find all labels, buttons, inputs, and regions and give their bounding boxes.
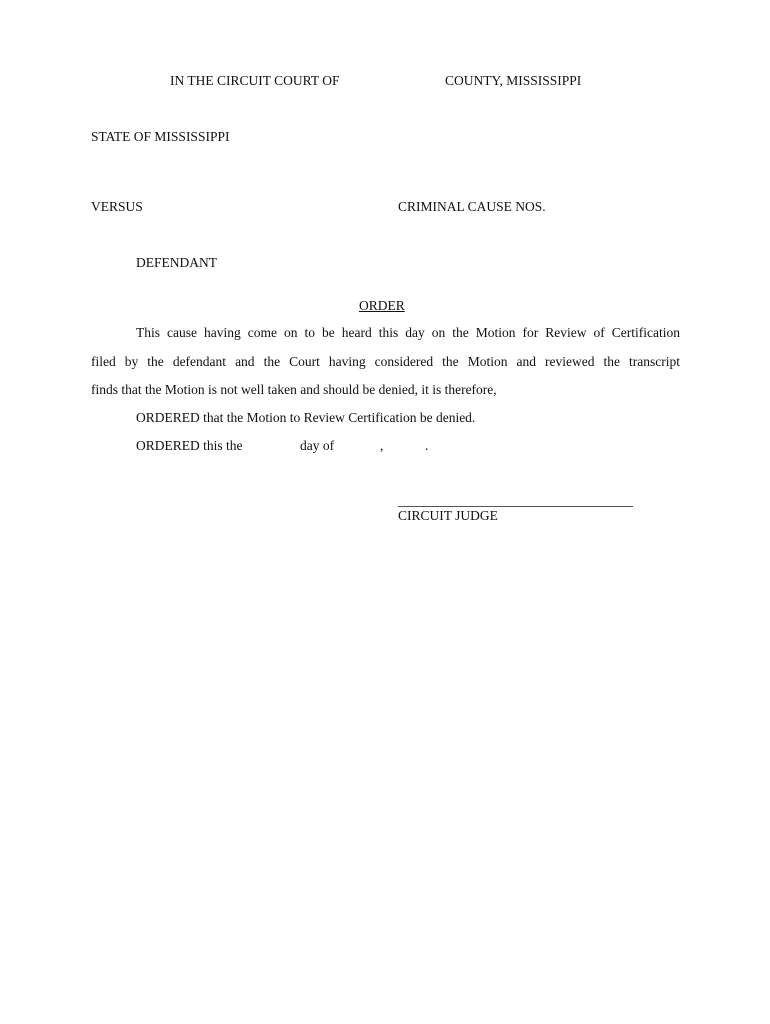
order-body-line-2: filed by the defendant and the Court having considered the Motion and reviewed the transcript (91, 354, 680, 369)
versus-label: VERSUS (91, 199, 143, 214)
ordered-date-day-of: day of (300, 438, 335, 453)
ordered-date-period: . (425, 438, 429, 453)
court-heading-county: COUNTY, MISSISSIPPI (445, 73, 582, 88)
cause-number-label: CRIMINAL CAUSE NOS. (398, 199, 546, 214)
defendant-label: DEFENDANT (136, 255, 217, 270)
ordered-date-comma: , (380, 438, 384, 453)
order-body-line-1: This cause having come on to be heard this day on the Motion for Review of Certification (136, 325, 680, 340)
circuit-judge-label: CIRCUIT JUDGE (398, 508, 498, 523)
court-heading-left: IN THE CIRCUIT COURT OF (170, 73, 340, 88)
order-title: ORDER (359, 298, 405, 313)
signature-line (398, 506, 633, 507)
ordered-date-prefix: ORDERED this the (136, 438, 243, 453)
order-body-line-3: finds that the Motion is not well taken and should be denied, it is therefore, (91, 382, 497, 397)
plaintiff-name: STATE OF MISSISSIPPI (91, 129, 230, 144)
ordered-denied-clause: ORDERED that the Motion to Review Certification be denied. (136, 410, 476, 425)
